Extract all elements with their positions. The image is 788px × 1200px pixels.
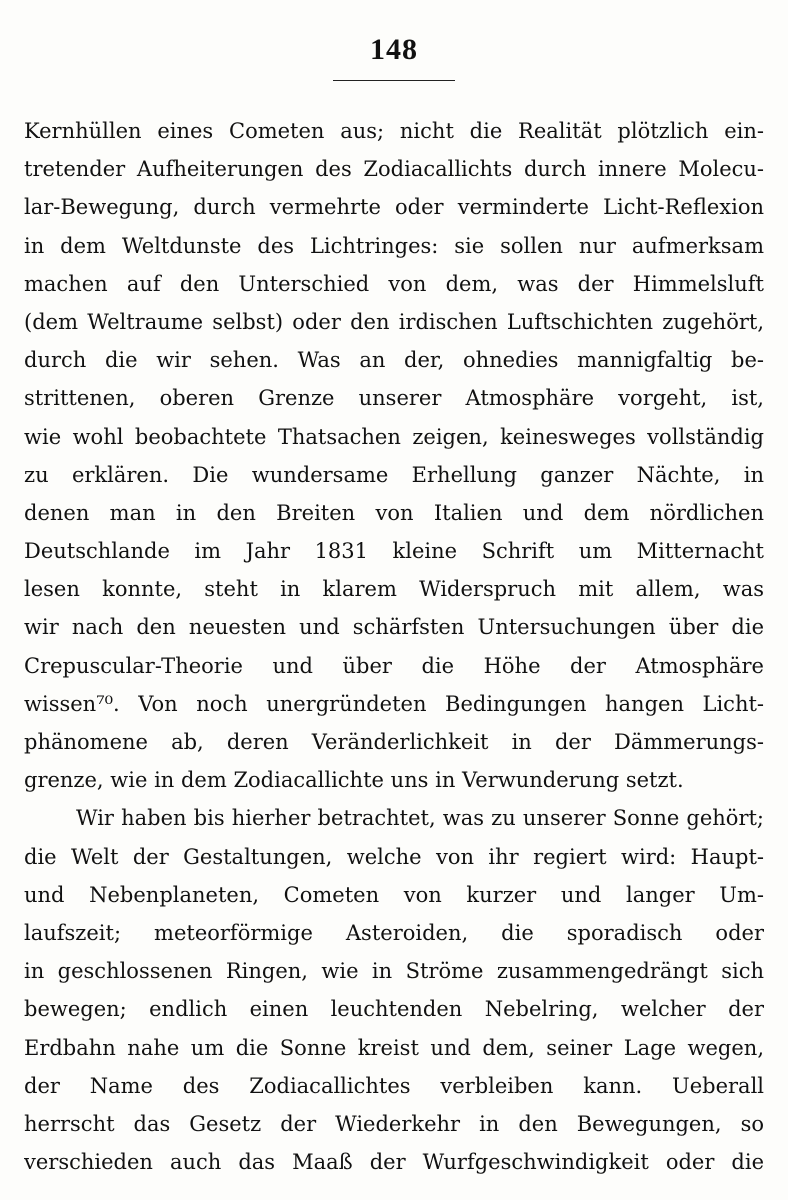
text-line: bewegen; endlich einen leuchtenden Nebelring, welcher der	[24, 997, 764, 1022]
text-line: phänomene ab, deren Veränderlichkeit in der Dämmerungs-	[24, 730, 764, 754]
text-line: wissen⁷⁰. Von noch unergründeten Bedingungen hangen Licht-	[24, 691, 764, 716]
text-line: der Name des Zodiacallichtes verbleiben kann. Ueberall	[24, 1073, 764, 1098]
text-line: verschieden auch das Maaß der Wurfgeschwindigkeit oder die	[24, 1150, 764, 1175]
text-line: Erdbahn nahe um die Sonne kreist und dem, seiner Lage wegen,	[24, 1035, 764, 1060]
text-line: Kernhüllen eines Cometen aus; nicht die Realität plötzlich ein-	[24, 119, 764, 143]
paragraph-start-line: Wir haben bis hierher betrachtet, was zu unserer Sonne gehört;	[76, 806, 764, 831]
header-rule	[333, 80, 455, 81]
text-line: strittenen, oberen Grenze unserer Atmosphäre vorgeht, ist,	[24, 386, 764, 411]
text-line: laufszeit; meteorförmige Asteroiden, die sporadisch oder	[24, 920, 764, 945]
text-line: herrscht das Gesetz der Wiederkehr in den Bewegungen, so	[24, 1111, 764, 1136]
text-line: machen auf den Unterschied von dem, was der Himmelsluft	[24, 271, 764, 296]
text-line: und Nebenplaneten, Cometen von kurzer und langer Um-	[24, 882, 764, 907]
text-line: durch die wir sehen. Was an der, ohnedies mannigfaltig be-	[24, 348, 764, 373]
page-number: 148	[370, 33, 418, 66]
body-text	[24, 112, 764, 1181]
text-line: tretender Aufheiterungen des Zodiacallichts durch innere Molecu-	[24, 157, 764, 182]
text-line: denen man in den Breiten von Italien und dem nördlichen	[24, 500, 764, 525]
text-line: wir nach den neuesten und schärfsten Untersuchungen über die	[24, 615, 764, 640]
paragraph-end-line: grenze, wie in dem Zodiacallichte uns in Verwunderung setzt.	[24, 768, 684, 793]
text-line: in geschlossenen Ringen, wie in Ströme zusammengedrängt sich	[24, 959, 764, 984]
text-line: Crepuscular-Theorie und über die Höhe der Atmosphäre	[24, 653, 764, 678]
text-line: in dem Weltdunste des Lichtringes: sie sollen nur aufmerksam	[24, 233, 764, 258]
text-line: zu erklären. Die wundersame Erhellung ganzer Nächte, in	[24, 462, 764, 487]
text-line: Deutschlande im Jahr 1831 kleine Schrift um Mitternacht	[24, 539, 764, 564]
text-line: (dem Weltraume selbst) oder den irdischen Luftschichten zugehört,	[24, 309, 764, 334]
text-line: die Welt der Gestaltungen, welche von ihr regiert wird: Haupt-	[24, 844, 764, 869]
text-line: lesen konnte, steht in klarem Widerspruch mit allem, was	[24, 577, 764, 602]
text-line: wie wohl beobachtete Thatsachen zeigen, keinesweges vollständig	[24, 424, 764, 449]
text-line: lar-Bewegung, durch vermehrte oder verminderte Licht-Reflexion	[24, 195, 764, 220]
